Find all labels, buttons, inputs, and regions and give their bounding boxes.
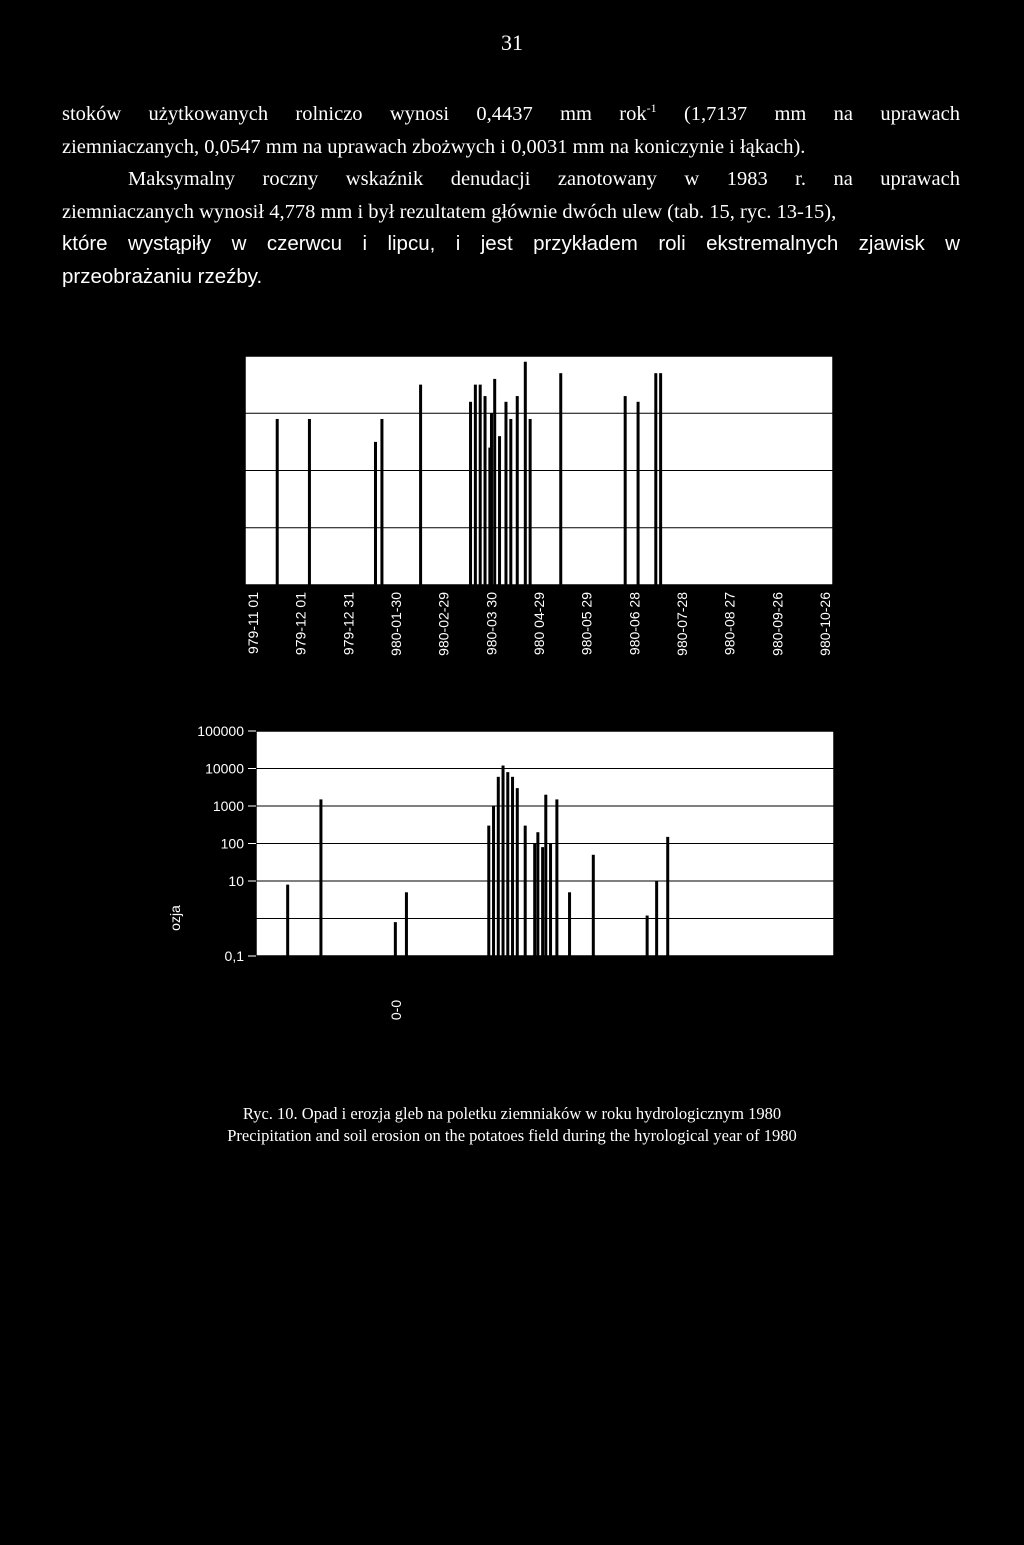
bar (541, 847, 544, 956)
bar (492, 806, 495, 956)
paragraph-line-5: które wystąpiły w czerwcu i lipcu, i jest przykładem roli ekstremalnych zjawisk w (62, 232, 960, 255)
bar (419, 385, 422, 585)
bar (655, 881, 658, 956)
y-tick-label: 10 (228, 873, 244, 889)
bar (559, 373, 562, 585)
precipitation-chart (0, 0, 1024, 700)
bar (524, 826, 527, 956)
x-tick-label: 980-03 30 (483, 592, 500, 656)
bar (380, 419, 383, 585)
bar (308, 419, 311, 585)
paragraph-line-3: Maksymalny roczny wskaźnik denudacji zanotowany w 1983 r. na uprawach (128, 168, 960, 190)
bar (490, 413, 493, 585)
bar (549, 844, 552, 957)
bar (516, 396, 519, 585)
bar (405, 892, 408, 956)
bar (654, 373, 657, 585)
caption-english: Precipitation and soil erosion on the potatoes field during the hyrological year of 1980 (227, 1126, 797, 1145)
x-tick-label: 980-09-26 (769, 592, 786, 656)
bar (536, 832, 539, 956)
page-number: 31 (501, 30, 523, 55)
bar (646, 916, 649, 956)
bar (516, 788, 519, 956)
x-tick-label: 980 04-29 (531, 592, 547, 656)
x-tick-label: 980-01-30 (388, 592, 404, 656)
y-tick-label: 0,1 (224, 948, 244, 964)
bar (497, 777, 500, 956)
bar (592, 855, 595, 956)
caption-polish: Ryc. 10. Opad i erozja gleb na poletku ziemniaków w roku hydrologicznym 1980 (242, 1104, 782, 1123)
bar (276, 419, 279, 585)
bar (374, 442, 377, 585)
bar (524, 362, 527, 585)
bar (511, 777, 514, 956)
x-tick-label: 980-07-28 (674, 592, 690, 656)
bar (529, 419, 532, 585)
bar (286, 885, 289, 956)
bar (469, 402, 472, 585)
x-tick-label: 979-11 01 (245, 592, 261, 655)
bar (474, 385, 477, 585)
x-tick-label: 980-05 29 (578, 592, 595, 656)
bar (533, 844, 536, 957)
bar (555, 799, 558, 956)
bar (506, 772, 509, 956)
paragraph-line-1-tail: (1,7137 mm na uprawach (656, 103, 961, 125)
stray-label: 0-0 (388, 999, 404, 1021)
bar (493, 379, 496, 585)
y-tick-label: 100 (220, 835, 244, 852)
y-tick-label: 100000 (197, 723, 244, 739)
y-tick-label: 1000 (212, 798, 244, 814)
bar (319, 799, 322, 956)
bar (568, 892, 571, 956)
bar (544, 795, 547, 956)
bar (487, 826, 490, 956)
paragraph-line-2: ziemniaczanych, 0,0547 mm na uprawach zbożwych i 0,0031 mm na koniczynie i łąkach). (62, 135, 806, 158)
x-tick-label: 979-12 31 (340, 592, 357, 656)
erosion-chart (0, 700, 1024, 1060)
paragraph-line-1-text: stoków użytkowanych rolniczo wynosi 0,4437 mm rok (62, 103, 647, 125)
x-tick-label: 979-12 01 (292, 592, 309, 656)
y-tick-label: 10000 (205, 760, 244, 777)
bar (666, 837, 669, 956)
x-tick-label: 980-10-26 (817, 592, 833, 656)
bar (659, 373, 662, 585)
figure-caption (0, 1103, 1024, 1147)
bar (504, 402, 507, 585)
bar (394, 922, 397, 956)
bar (637, 402, 640, 585)
bar (484, 396, 487, 585)
unit-exponent: -1 (646, 101, 657, 116)
paragraph-line-6: przeobrażaniu rzeźby. (62, 264, 263, 288)
bar (498, 436, 501, 585)
x-tick-label: 980-06 28 (626, 592, 643, 656)
x-tick-label: 980-08 27 (721, 592, 738, 656)
y-axis-label: ozja (167, 905, 183, 931)
bar (509, 419, 512, 585)
bar (479, 385, 482, 585)
bar (624, 396, 627, 585)
x-tick-label: 980-02-29 (435, 592, 452, 656)
bar (502, 766, 505, 956)
paragraph-line-4: ziemniaczanych wynosił 4,778 mm i był rezultatem głównie dwóch ulew (tab. 15, ryc. 13-15), (62, 200, 837, 223)
